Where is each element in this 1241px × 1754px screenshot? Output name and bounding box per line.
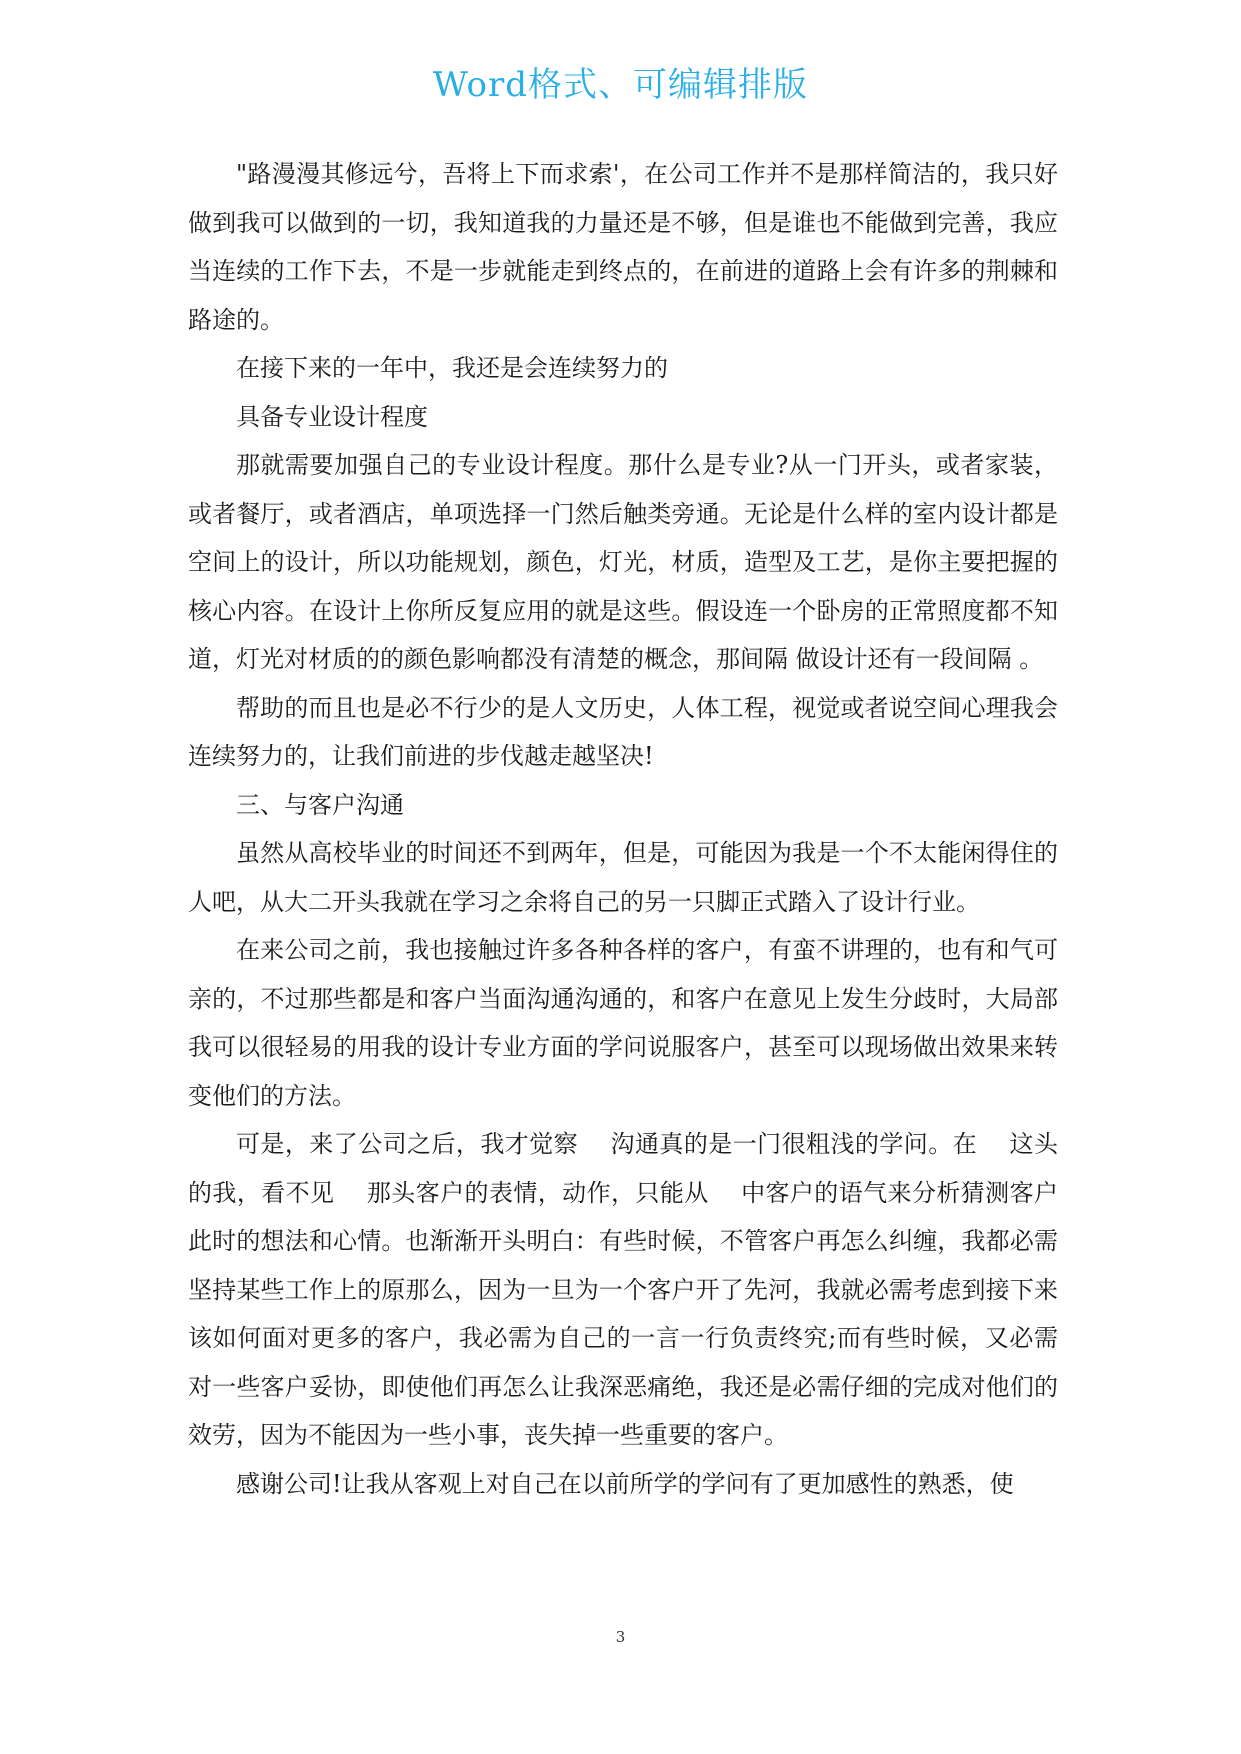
paragraph: 可是，来了公司之后，我才觉察 沟通真的是一门很粗浅的学问。在 这头的我，看不见 那头客户的表情，动作，只能从 中客户的语气来分析猜测客户此时的想法和心情。也渐渐开头明白：有些时候，不管客户再怎么纠缠，我都必需坚持某些工作上的原那么，因为一旦为一个客户开了先河，我就必需考虑到接下来该如何面对更多的客户，我必需为自己的一言一行负责终究;而有些时候，又必需对一些客户妥协，即使他们再怎么让我深恶痛绝，我还是必需仔细的完成对他们的效劳，因为不能因为一些小事，丧失掉一些重要的客户。 bbox=[188, 1130, 1058, 1449]
paragraph: 在来公司之前，我也接触过许多各种各样的客户，有蛮不讲理的，也有和气可亲的，不过那些都是和客户当面沟通沟通的，和客户在意见上发生分歧时，大局部我可以很轻易的用我的设计专业方面的学问说服客户，甚至可以现场做出效果来转变他们的方法。 bbox=[188, 936, 1058, 1110]
page-header-title: Word格式、可编辑排版 bbox=[432, 65, 809, 105]
section-heading: 具备专业设计程度 bbox=[236, 402, 428, 431]
paragraph: 在接下来的一年中，我还是会连续努力的 bbox=[236, 354, 668, 382]
document-body bbox=[188, 150, 1058, 1508]
paragraph: 那就需要加强自己的专业设计程度。那什么是专业?从一门开头，或者家装，或者餐厅，或者酒店，单项选择一门然后触类旁通。无论是什么样的室内设计都是空间上的设计，所以功能规划，颜色，灯光，材质，造型及工艺，是你主要把握的核心内容。在设计上你所反复应用的就是这些。假设连一个卧房的正常照度都不知道，灯光对材质的的颜色影响都没有清楚的概念，那间隔 做设计还有一段间隔 。 bbox=[188, 451, 1058, 673]
paragraph: 虽然从高校毕业的时间还不到两年，但是，可能因为我是一个不太能闲得住的人吧，从大二开头我就在学习之余将自己的另一只脚正式踏入了设计行业。 bbox=[188, 839, 1058, 916]
paragraph: 感谢公司!让我从客观上对自己在以前所学的学问有了更加感性的熟悉，使 bbox=[236, 1469, 1014, 1498]
paragraph: "路漫漫其修远兮，吾将上下而求索'，在公司工作并不是那样简洁的，我只好做到我可以做到的一切，我知道我的力量还是不够，但是谁也不能做到完善，我应当连续的工作下去，不是一步就能走到终点的，在前进的道路上会有许多的荆棘和路途的。 bbox=[188, 160, 1058, 334]
page-number: 3 bbox=[615, 1628, 626, 1646]
paragraph: 帮助的而且也是必不行少的是人文历史，人体工程，视觉或者说空间心理我会连续努力的，让我们前进的步伐越走越坚决! bbox=[188, 693, 1058, 770]
section-heading: 三、与客户沟通 bbox=[236, 790, 404, 819]
